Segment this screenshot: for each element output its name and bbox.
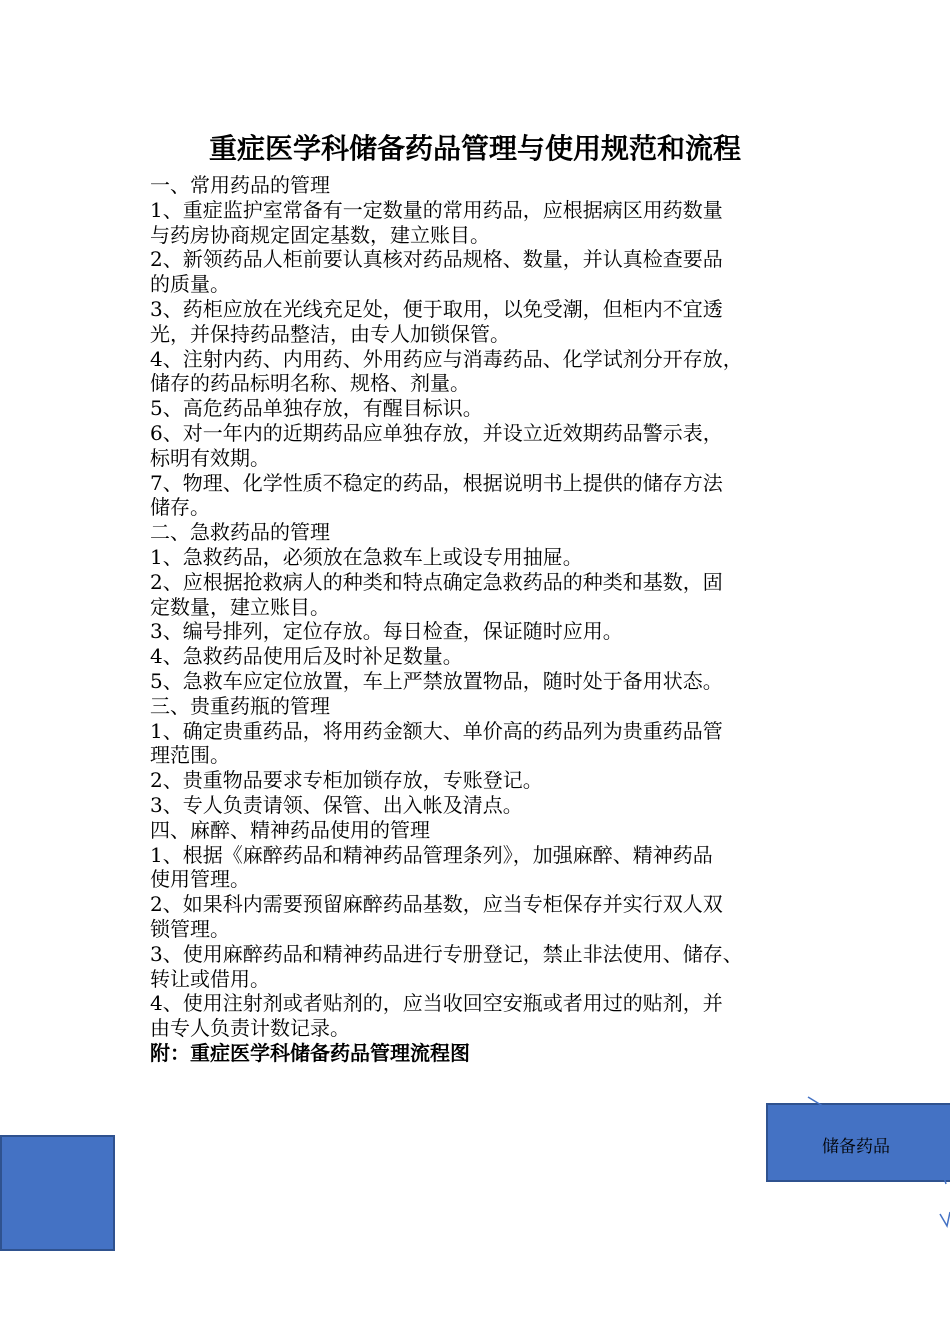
- text-line: 储存的药品标明名称、规格、剂量。: [150, 371, 470, 396]
- text-line: 光，并保持药品整洁，由专人加锁保管。: [150, 321, 510, 346]
- text-line: 1、重症监护室常备有一定数量的常用药品，应根据病区用药数量: [150, 197, 723, 222]
- text-line: 4、急救药品使用后及时补足数量。: [150, 644, 463, 669]
- text-line: 2、新领药品人柜前要认真核对药品规格、数量，并认真检查要品: [150, 247, 723, 272]
- text-line: 的质量。: [150, 272, 230, 297]
- text-line: 使用管理。: [150, 867, 250, 892]
- text-line: 定数量，建立账目。: [150, 594, 330, 619]
- text-line: 5、急救车应定位放置，车上严禁放置物品，随时处于备用状态。: [150, 668, 723, 693]
- text-line: 1、确定贵重药品，将用药金额大、单价高的药品列为贵重药品管: [150, 718, 723, 743]
- text-line: 锁管理。: [150, 916, 230, 941]
- appendix-heading: 附：重症医学科储备药品管理流程图: [150, 1040, 470, 1065]
- text-line: 储存。: [150, 495, 210, 520]
- text-line: 4、使用注射剂或者贴剂的，应当收回空安瓶或者用过的贴剂，并: [150, 991, 723, 1016]
- text-line: 转让或借用。: [150, 966, 270, 991]
- text-line: 四、麻醉、精神药品使用的管理: [150, 817, 430, 842]
- text-line: 2、贵重物品要求专柜加锁存放，专账登记。: [150, 768, 543, 793]
- text-line: 三、贵重药瓶的管理: [150, 693, 330, 718]
- text-line: 与药房协商规定固定基数，建立账目。: [150, 222, 490, 247]
- text-line: 3、药柜应放在光线充足处，便于取用，以免受潮，但柜内不宜透: [150, 296, 723, 321]
- connector-top: [808, 1097, 826, 1108]
- flowchart-node-label: 储备药品: [822, 1137, 890, 1157]
- text-line: 4、注射内药、内用药、外用药应与消毒药品、化学试剂分开存放，: [150, 346, 743, 371]
- text-line: 2、如果科内需要预留麻醉药品基数，应当专柜保存并实行双人双: [150, 892, 723, 917]
- connector-right: [936, 1150, 946, 1184]
- text-line: 理范围。: [150, 743, 230, 768]
- text-line: 一、常用药品的管理: [150, 173, 330, 197]
- text-line: 3、编号排列，定位存放。每日检查，保证随时应用。: [150, 619, 623, 644]
- text-line: 1、急救药品，必须放在急救车上或设专用抽屉。: [150, 544, 583, 569]
- text-line: 二、急救药品的管理: [150, 520, 330, 545]
- text-line: 标明有效期。: [150, 445, 270, 470]
- text-line: 3、专人负责请领、保管、出入帐及清点。: [150, 792, 523, 817]
- arrow-head-icon: [940, 1212, 950, 1226]
- text-line: 3、使用麻醉药品和精神药品进行专册登记，禁止非法使用、储存、: [150, 941, 743, 966]
- text-line: 5、高危药品单独存放，有醒目标识。: [150, 396, 483, 421]
- text-line: 2、应根据抢救病人的种类和特点确定急救药品的种类和基数，固: [150, 569, 723, 594]
- text-line: 由专人负责计数记录。: [150, 1016, 350, 1041]
- text-line: 6、对一年内的近期药品应单独存放，并设立近效期药品警示表，: [150, 420, 723, 445]
- text-line: 7、物理、化学性质不稳定的药品，根据说明书上提供的储存方法: [150, 470, 723, 495]
- page-title: 重症医学科储备药品管理与使用规范和流程: [208, 132, 741, 165]
- text-line: 1、根据《麻醉药品和精神药品管理条列》，加强麻醉、精神药品: [150, 842, 713, 867]
